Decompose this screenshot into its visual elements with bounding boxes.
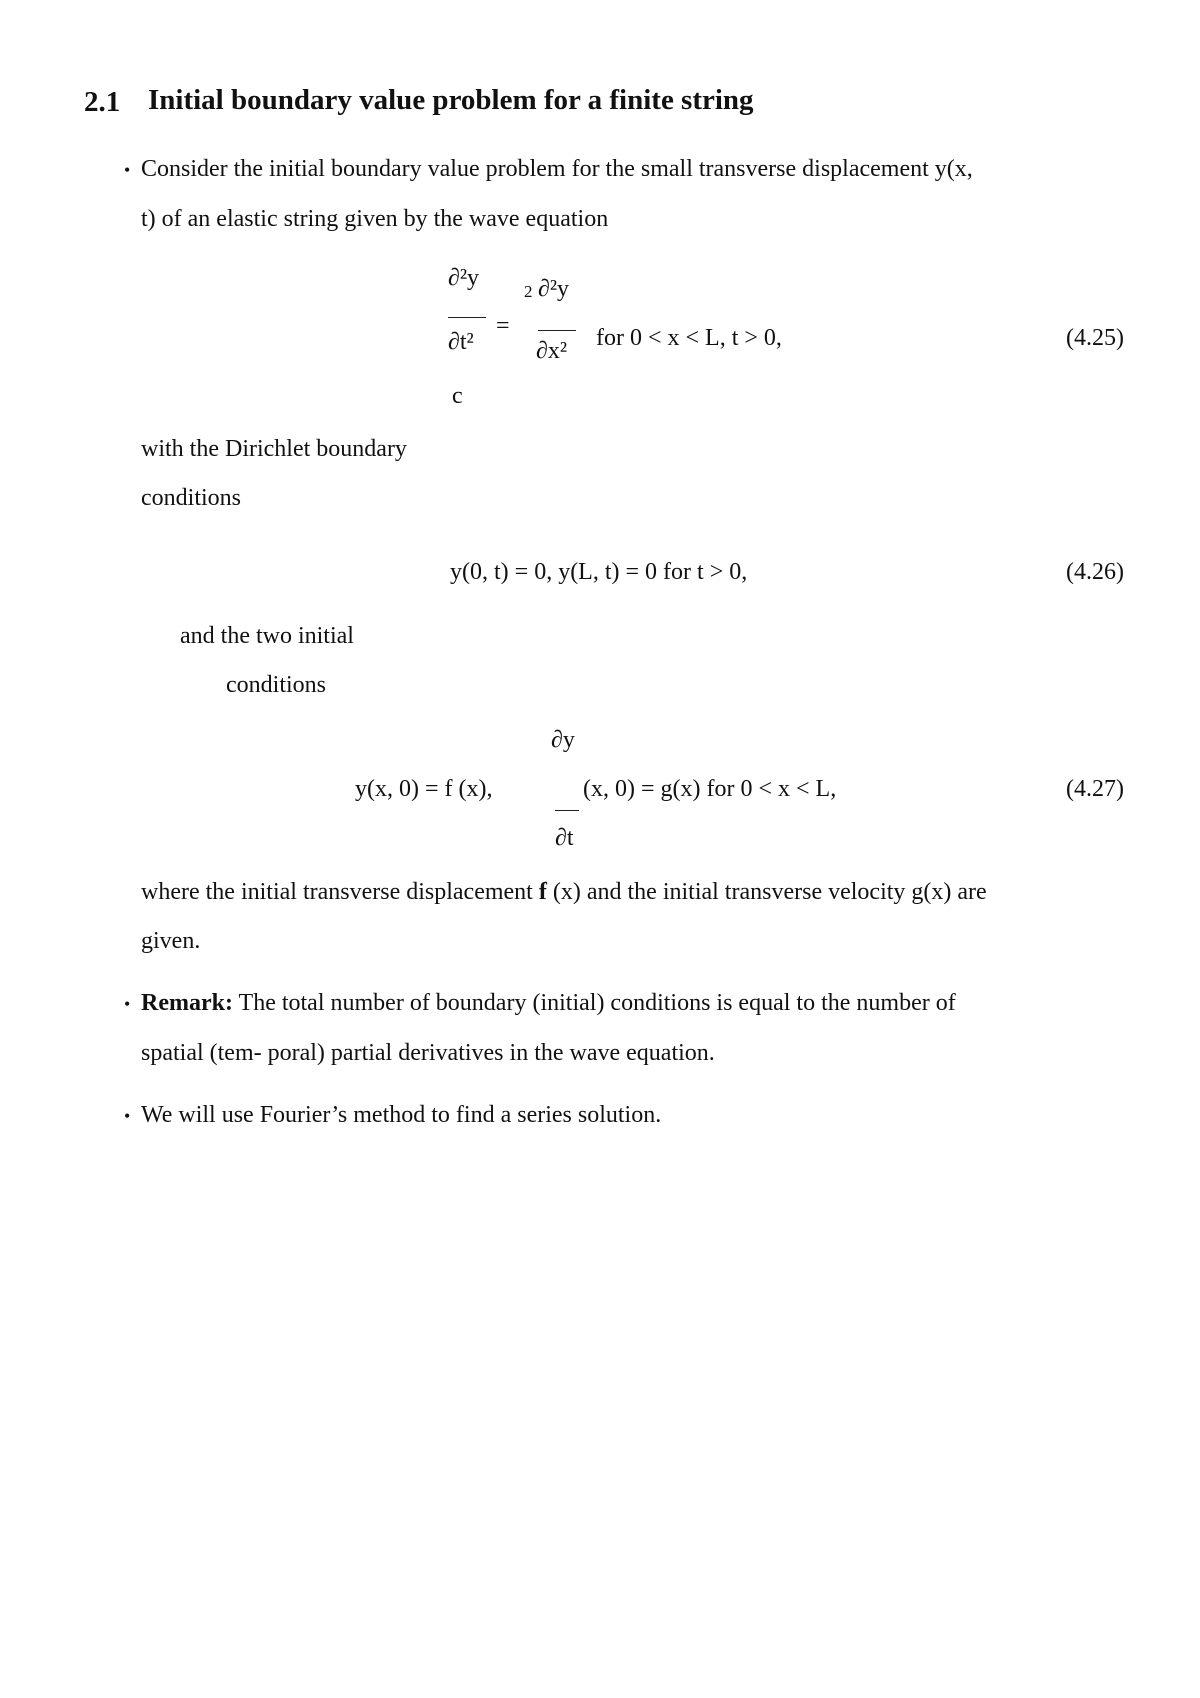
eq427-denominator: ∂t [555, 825, 574, 851]
para2-line2: conditions [141, 485, 241, 511]
section-number: 2.1 [84, 86, 121, 118]
para1-line2: t) of an elastic string given by the wave equation [141, 206, 609, 232]
eq425-condition: for 0 < x < L, t > 0, [596, 325, 782, 351]
eq425-lhs-denominator: ∂t² [448, 329, 474, 355]
fourier-line: We will use Fourier’s method to find a series solution. [141, 1102, 662, 1128]
eq426-text: y(0, t) = 0, y(L, t) = 0 for t > 0, [450, 559, 748, 585]
eq425-rhs-denominator: ∂x² [536, 338, 568, 364]
bullet-1: • [124, 160, 131, 180]
eq425-equals: = [496, 313, 510, 339]
eq425-lhs-numerator: ∂²y [448, 265, 480, 291]
eq427-rhs: (x, 0) = g(x) for 0 < x < L, [583, 776, 837, 802]
eq427-numerator: ∂y [551, 727, 575, 753]
remark-line1 [141, 991, 956, 1015]
eq427-fraction-bar [555, 810, 579, 811]
eq425-c-superscript: 2 [524, 282, 533, 301]
section-title: Initial boundary value problem for a finite string [148, 84, 754, 116]
eq427-label: (4.27) [1066, 776, 1124, 802]
eq425-c: c [452, 383, 463, 409]
para2-line1: with the Dirichlet boundary [141, 436, 407, 462]
bullet-fourier: • [124, 1106, 131, 1126]
eq425-label: (4.25) [1066, 325, 1124, 351]
bullet-remark: • [124, 994, 131, 1014]
eq427-lhs: y(x, 0) = f (x), [355, 776, 493, 802]
eq425-rhs-fraction-bar [538, 330, 576, 331]
remark-line2: spatial (tem- poral) partial derivatives in the wave equation. [141, 1040, 715, 1066]
eq425-rhs-numerator: ∂²y [538, 276, 570, 302]
para1-line1: Consider the initial boundary value problem for the small transverse displacement y(x, [141, 156, 973, 182]
remark-label: Remark: [141, 990, 233, 1016]
para4-line1-b: (x) and the initial transverse velocity g(x) are [546, 879, 987, 905]
remark-text: The total number of boundary (initial) conditions is equal to the number of [232, 990, 956, 1016]
para4-line1-a: where the initial transverse displacement [141, 879, 539, 905]
eq425-lhs-fraction-bar [448, 317, 486, 318]
eq426-label: (4.26) [1066, 559, 1124, 585]
para3-line2: conditions [226, 672, 326, 698]
para3-line1: and the two initial [180, 623, 354, 649]
para4-f: f [538, 879, 547, 905]
para4-line2: given. [141, 928, 201, 954]
para4-line1 [141, 880, 987, 904]
